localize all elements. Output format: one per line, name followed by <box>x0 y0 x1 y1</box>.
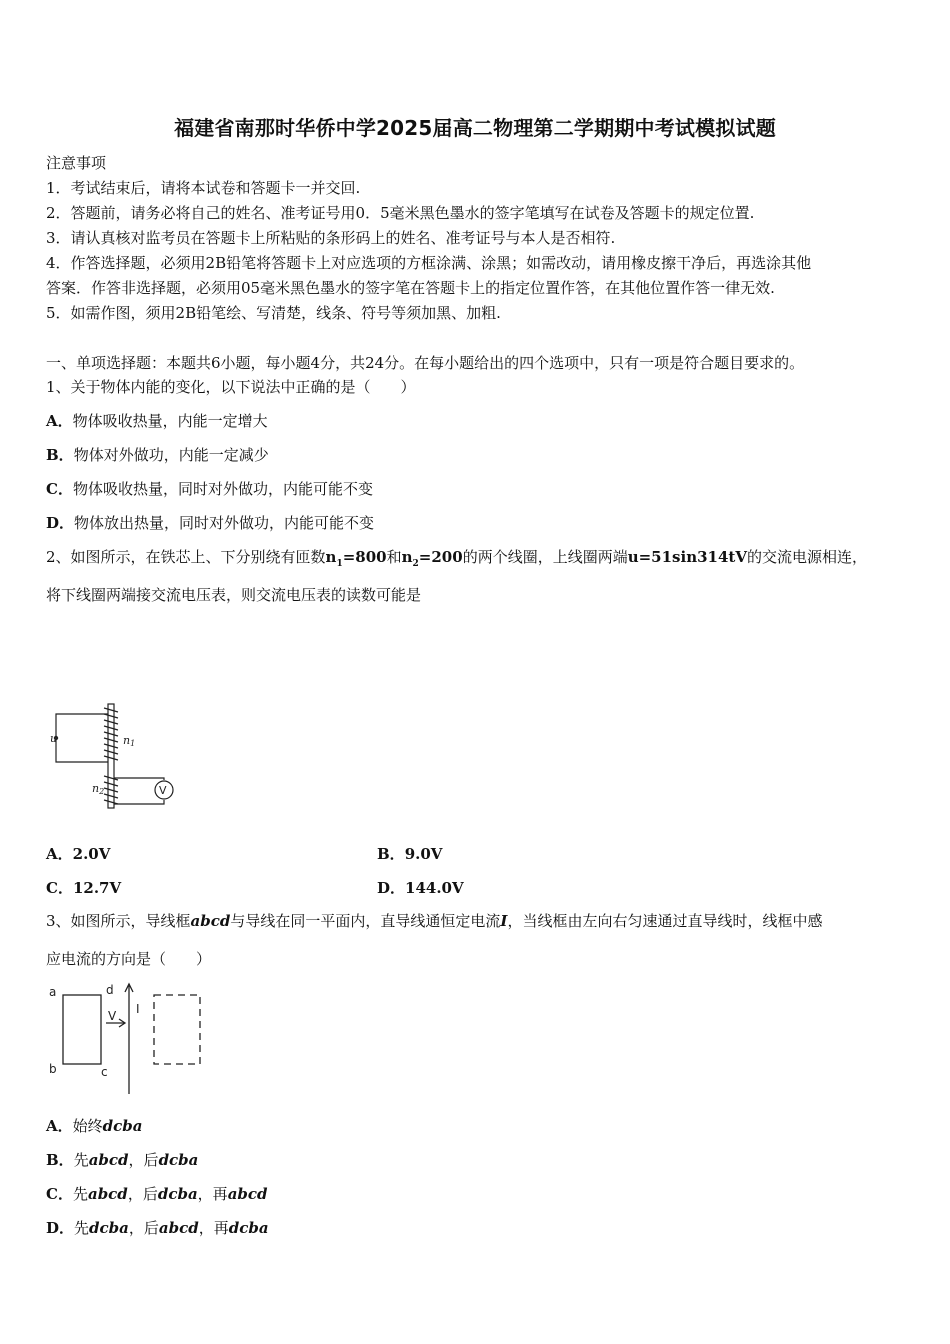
q1-stem: 1、关于物体内能的变化，以下说法中正确的是（ ） <box>46 378 416 396</box>
q2-option-c: C．12.7V <box>46 879 122 897</box>
q2-option-d: D．144.0V <box>377 879 464 897</box>
q3-stem-line2: 应电流的方向是（ ） <box>46 950 212 968</box>
q2-option-a: A．2.0V <box>46 845 111 863</box>
frame-abcd <box>63 995 101 1064</box>
fig-voltmeter-label: V <box>159 784 167 797</box>
frame-dashed <box>154 995 200 1064</box>
q1-option-b: B．物体对外做功，内能一定减少 <box>46 446 269 464</box>
notice-item-4-cont: 答案．作答非选择题，必须用05毫米黑色墨水的签字笔在答题卡上的指定位置作答，在其他位置作答一律无效. <box>46 279 775 297</box>
fig-u-label: u <box>50 732 58 745</box>
q3-option-c: C．先abcd，后dcba，再abcd <box>46 1185 268 1203</box>
fig-c-label: c <box>101 1065 108 1079</box>
notice-item-2: 2．答题前，请务必将自己的姓名、准考证号用0．5毫米黑色墨水的签字笔填写在试卷及答题卡的规定位置. <box>46 204 755 222</box>
notice-item-4: 4．作答选择题，必须用2B铅笔将答题卡上对应选项的方框涂满、涂黑；如需改动，请用橡皮擦干净后，再选涂其他 <box>46 254 812 272</box>
notice-heading: 注意事项 <box>46 154 107 172</box>
page-title: 福建省南那时华侨中学2025届高二物理第二学期期中考试模拟试题 <box>174 116 776 140</box>
fig-v-label: V <box>108 1009 117 1023</box>
lower-coil <box>104 776 118 804</box>
transformer-diagram <box>46 700 186 812</box>
upper-coil <box>104 708 118 760</box>
section-heading: 一、单项选择题：本题共6小题，每小题4分，共24分。在每小题给出的四个选项中，只有一项是符合题目要求的。 <box>46 354 805 372</box>
q3-stem: 3、如图所示，导线框abcd与导线在同一平面内，直导线通恒定电流I，当线框由左向右匀速通过直导线时，线框中感 <box>46 912 823 930</box>
primary-wire <box>56 714 108 762</box>
q2-stem: 2、如图所示，在铁芯上、下分别绕有匝数$n_1=800$和$n_2=200$的两个线圈，上线圈两端u=51sin314tV的交流电源相连， <box>46 548 867 569</box>
iron-core <box>108 704 114 808</box>
q3-option-b: B．先abcd，后dcba <box>46 1151 199 1169</box>
secondary-wire-top <box>114 778 164 780</box>
fig-n2-label: n2 <box>92 782 105 796</box>
q1-option-a: A．物体吸收热量，内能一定增大 <box>46 412 268 430</box>
notice-item-1: 1．考试结束后，请将本试卷和答题卡一并交回. <box>46 179 361 197</box>
secondary-wire-bottom <box>114 800 164 804</box>
q3-option-a: A．始终dcba <box>46 1117 143 1135</box>
fig-b-label: b <box>49 1062 57 1076</box>
q1-option-c: C．物体吸收热量，同时对外做功，内能可能不变 <box>46 480 373 498</box>
q2-option-b: B．9.0V <box>377 845 443 863</box>
q1-option-d: D．物体放出热量，同时对外做功，内能可能不变 <box>46 514 375 532</box>
fig-d-label: d <box>106 983 114 997</box>
notice-item-5: 5．如需作图，须用2B铅笔绘、写清楚，线条、符号等须加黑、加粗. <box>46 304 501 322</box>
wire-frame-diagram <box>44 980 214 1098</box>
fig-i-label: I <box>136 1002 140 1016</box>
fig-a-label: a <box>49 985 57 999</box>
fig-n1-label: n1 <box>123 734 136 748</box>
notice-item-3: 3．请认真核对监考员在答题卡上所粘贴的条形码上的姓名、准考证号与本人是否相符. <box>46 229 616 247</box>
q2-stem-line2: 将下线圈两端接交流电压表，则交流电压表的读数可能是 <box>46 586 422 604</box>
q3-option-d: D．先dcba，后abcd，再dcba <box>46 1219 269 1237</box>
